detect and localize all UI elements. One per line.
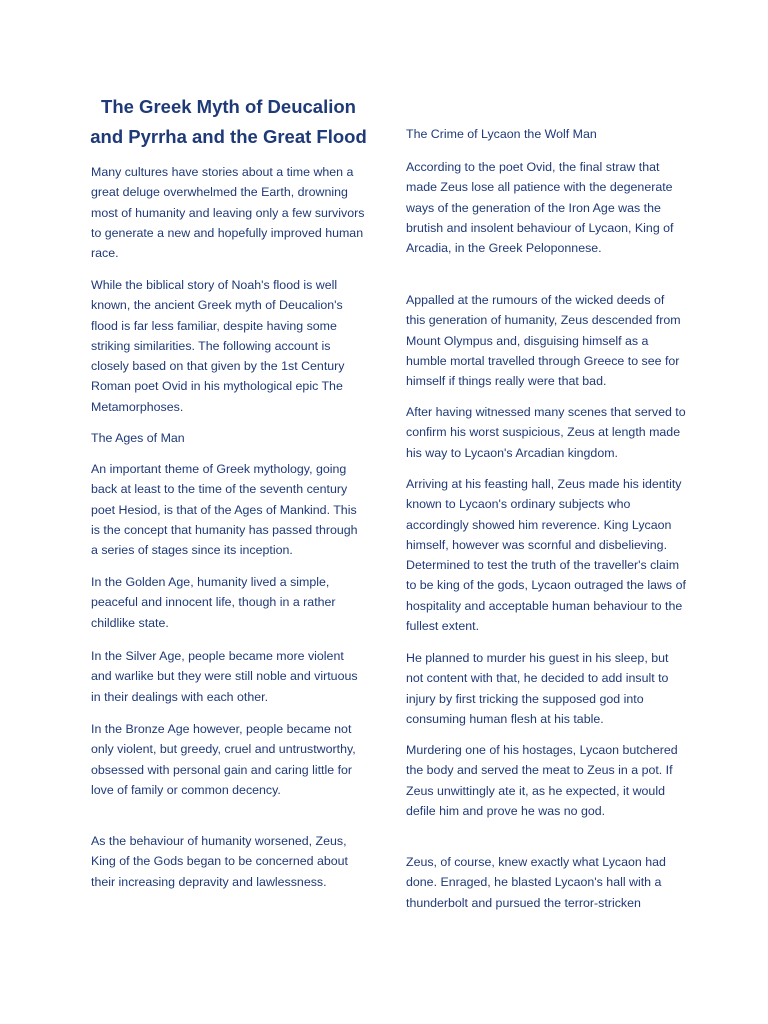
feasting-hall-paragraph: Arriving at his feasting hall, Zeus made his identity known to Lycaon's ordinary subjects who accordingly showed him reverence. King Lycaon himself, however was scornful and disbelieving. Determined to test the truth of the traveller's claim to be king of the gods, Lycaon outraged the laws of hospitality and acceptable human behaviour to the fullest extent. [406, 477, 686, 634]
hostage-paragraph: Murdering one of his hostages, Lycaon butchered the body and served the meat to Zeus in a pot. If Zeus unwittingly ate it, as he expected, it would defile him and prove he was no god. [406, 743, 678, 818]
title-line-2: and Pyrrha and the Great Flood [90, 126, 367, 147]
silver-age-paragraph: In the Silver Age, people became more violent and warlike but they were still noble and virtuous in their dealings with each other. [91, 649, 358, 704]
zeus-concern-paragraph: As the behaviour of humanity worsened, Zeus, King of the Gods began to be concerned about their increasing depravity and lawlessness. [91, 834, 348, 889]
zeus-descends-paragraph: Appalled at the rumours of the wicked deeds of this generation of humanity, Zeus descended from Mount Olympus and, disguising himself as a humble mortal travelled through Greece to see for himself if things really were that bad. [406, 293, 681, 389]
golden-age-paragraph: In the Golden Age, humanity lived a simple, peaceful and innocent life, though in a rather childlike state. [91, 575, 336, 630]
arcadian-kingdom-paragraph: After having witnessed many scenes that served to confirm his worst suspicious, Zeus at length made his way to Lycaon's Arcadian kingdom. [406, 405, 686, 460]
ages-theme-paragraph: An important theme of Greek mythology, going back at least to the time of the seventh century poet Hesiod, is that of the Ages of Mankind. This is the concept that humanity has passed through a series of stages since its inception. [91, 462, 358, 558]
document-title [81, 92, 376, 152]
murder-plan-paragraph: He planned to murder his guest in his sleep, but not content with that, he decided to add insult to injury by first tricking the supposed god into consuming human flesh at his table. [406, 651, 669, 726]
title-line-1: The Greek Myth of Deucalion [101, 96, 356, 117]
section-heading-ages-of-man: The Ages of Man [91, 431, 185, 445]
section-heading-lycaon: The Crime of Lycaon the Wolf Man [406, 127, 597, 141]
noah-comparison-paragraph: While the biblical story of Noah's flood is well known, the ancient Greek myth of Deucalion's flood is far less familiar, despite having some striking similarities. The following account is closely based on that given by the 1st Century Roman poet Ovid in his mythological epic The Metamorphoses. [91, 278, 345, 414]
intro-paragraph: Many cultures have stories about a time when a great deluge overwhelmed the Earth, drowning most of humanity and leaving only a few survivors to generate a new and hopefully improved human race. [91, 165, 365, 261]
final-straw-paragraph: According to the poet Ovid, the final straw that made Zeus lose all patience with the degenerate ways of the generation of the Iron Age was the brutish and insolent behaviour of Lycaon, King of Arcadia, in the Greek Peloponnese. [406, 160, 674, 256]
thunderbolt-paragraph: Zeus, of course, knew exactly what Lycaon had done. Enraged, he blasted Lycaon's hall with a thunderbolt and pursued the terror-stricken [406, 855, 666, 910]
bronze-age-paragraph: In the Bronze Age however, people became not only violent, but greedy, cruel and untrustworthy, obsessed with personal gain and caring little for love of family or common decency. [91, 722, 356, 797]
